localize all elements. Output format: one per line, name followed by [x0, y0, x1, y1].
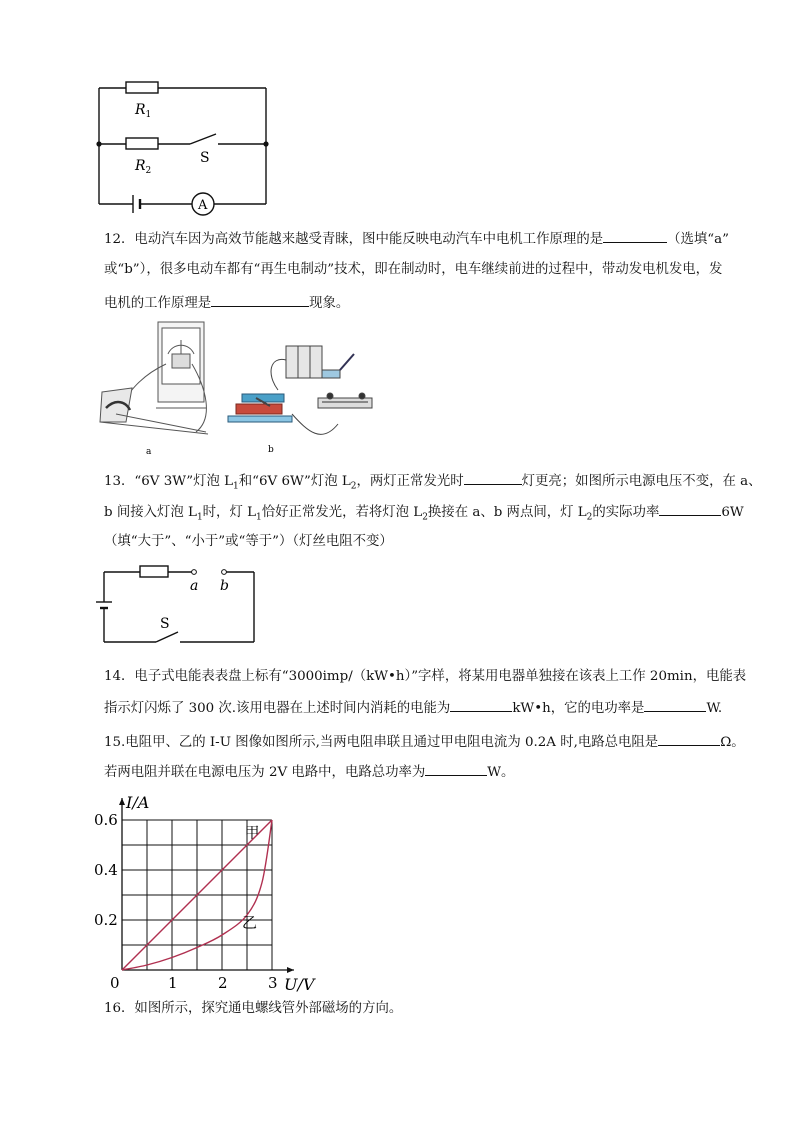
figure-a-label: a	[146, 447, 152, 457]
q13-line1: 13．“6V 3W”灯泡 $L_1$和“6V 6W”灯泡 $L_2$，两灯正常发光时 灯更亮；如图所示电源电压不变，在 a、	[104, 474, 762, 492]
r2-label: $R_2$	[135, 158, 152, 176]
y-axis-label: I/A	[126, 793, 150, 812]
point-a-label: a	[190, 578, 199, 594]
circuit-diagram-1	[90, 76, 280, 218]
x-tick-label: 3	[268, 974, 278, 992]
q12-blank-1[interactable]	[603, 230, 667, 243]
q12-line2: 或“b”），很多电动车都有“再生电制动”技术，即在制动时，电车继续前进的过程中，带动发电机发电，发	[104, 262, 723, 277]
x-tick-label: 2	[218, 974, 228, 992]
switch-label: S	[200, 150, 210, 166]
y-tick-label: 0.2	[94, 911, 118, 929]
x-axis-arrow	[287, 967, 294, 973]
q12-blank-2[interactable]	[211, 294, 309, 307]
q14-line1: 14．电子式电能表表盘上标有“3000imp/（kW•h）”字样，将某用电器单独接在该表上工作 20min，电能表	[104, 669, 747, 684]
x-axis-label: U/V	[284, 975, 315, 994]
q13-line3: （填“大于”、“小于”或“等于”）（灯丝电阻不变）	[104, 534, 393, 549]
x-tick-label: 0	[110, 974, 120, 992]
figure-b-label: b	[268, 445, 274, 455]
circuit-diagram-2	[92, 562, 262, 650]
q15-blank-1[interactable]	[658, 733, 720, 746]
r1-label: $R_1$	[135, 102, 152, 120]
q14-blank-2[interactable]	[644, 699, 706, 712]
q12-line1: 12．电动汽车因为高效节能越来越受青睐，图中能反映电动汽车中电机工作原理的是 （选填“a”	[104, 232, 729, 247]
q13-line2: b 间接入灯泡 $L_1$时，灯 $L_1$恰好正常发光，若将灯泡 $L_2$换接在 a、b 两点间，灯 $L_2$的实际功率 6W	[104, 505, 744, 523]
q14-blank-1[interactable]	[450, 699, 512, 712]
q12-line3: 电机的工作原理是 现象。	[104, 296, 350, 311]
y-tick-label: 0.4	[94, 861, 118, 879]
q15-line1: 15.电阻甲、乙的 I-U 图像如图所示,当两电阻串联且通过甲电阻电流为 0.2A 时,电路总电阻是 Ω。	[104, 735, 745, 750]
q14-line2: 指示灯闪烁了 300 次.该用电器在上述时间内消耗的电能为 kW•h，它的电功率是 W.	[104, 701, 723, 716]
q13-blank-2[interactable]	[659, 503, 721, 516]
point-b-label: b	[220, 578, 229, 594]
ammeter-label: A	[198, 198, 208, 213]
q15-blank-2[interactable]	[425, 763, 487, 776]
y-axis-arrow	[119, 798, 125, 805]
series-label-yi: 乙	[242, 913, 258, 932]
switch-s-label: S	[160, 616, 170, 632]
x-tick-label: 1	[168, 974, 178, 992]
q13-blank-1[interactable]	[464, 472, 522, 485]
series-label-jia: 甲	[244, 823, 260, 842]
figure-b-motor-apparatus	[222, 334, 382, 458]
y-tick-label: 0.6	[94, 811, 118, 829]
iu-chart	[86, 778, 346, 996]
figure-a-galvanometer	[96, 318, 222, 458]
q15-line2: 若两电阻并联在电源电压为 2V 电路中，电路总功率为 W。	[104, 765, 515, 780]
q16-line1: 16．如图所示，探究通电螺线管外部磁场的方向。	[104, 1001, 403, 1016]
